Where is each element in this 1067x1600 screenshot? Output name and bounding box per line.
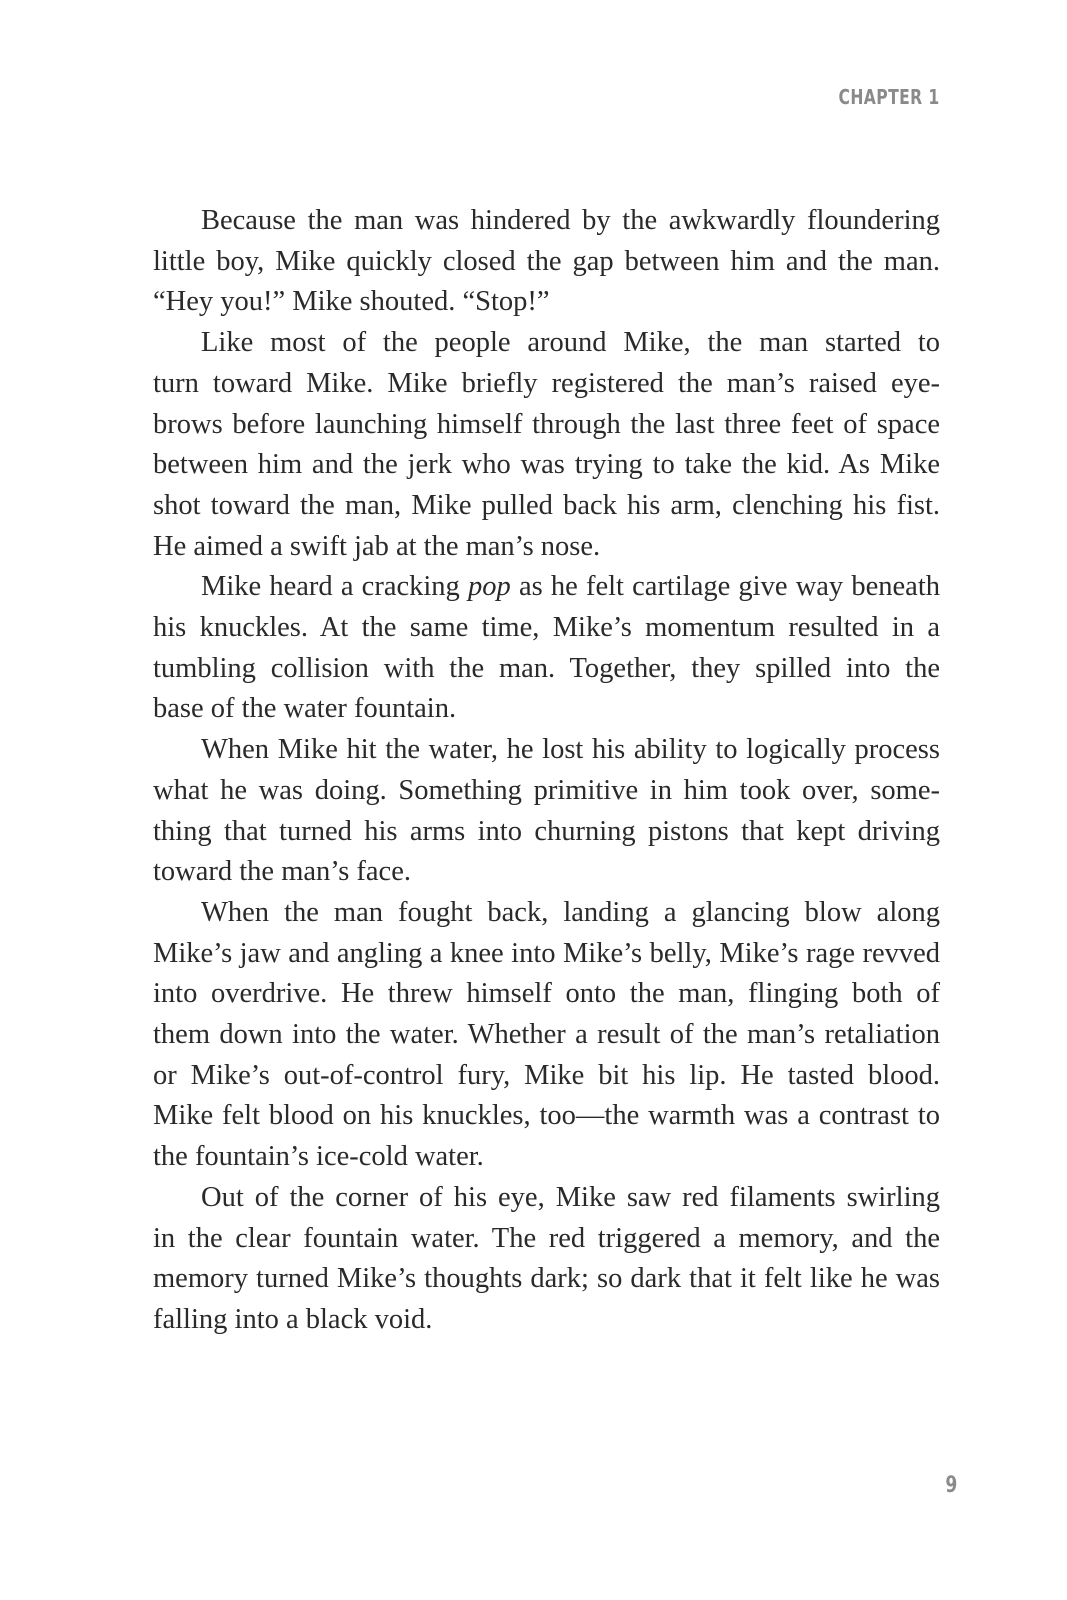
text-line: tumbling collision with the man. Together, they spilled into the [153, 652, 940, 684]
text-line: Because the man was hindered by the awkwardly floundering [201, 205, 940, 236]
text-line: When the man fought back, landing a glancing blow along [201, 896, 940, 928]
text-line [153, 567, 940, 608]
text-line: shot toward the man, Mike pulled back his arm, clenching his fist. [153, 489, 940, 521]
text-line: little boy, Mike quickly closed the gap between him and the man. [153, 245, 940, 277]
paragraph [153, 567, 940, 730]
text-line: what he was doing. Something primitive in him took over, some- [153, 774, 940, 806]
text-line: base of the water fountain. [153, 693, 457, 725]
text-line: turn toward Mike. Mike briefly registered the man’s raised eye- [153, 367, 940, 399]
running-head: CHAPTER 1 [838, 85, 940, 109]
text-line: Mike felt blood on his knuckles, too—the warmth was a contrast to [153, 1100, 940, 1132]
text-line: the fountain’s ice-cold water. [153, 1141, 484, 1173]
text-line: Mike’s jaw and angling a knee into Mike’s belly, Mike’s rage revved [153, 937, 940, 969]
text-line: or Mike’s out-of-control fury, Mike bit his lip. He tasted blood. [153, 1059, 940, 1091]
text-line: memory turned Mike’s thoughts dark; so dark that it felt like he was [153, 1263, 940, 1295]
text-line: in the clear fountain water. The red triggered a memory, and the [153, 1222, 940, 1254]
italic-word: pop [468, 571, 511, 603]
paragraph [153, 323, 940, 567]
text-line: brows before launching himself through the last three feet of space [153, 408, 940, 440]
paragraph [153, 893, 940, 1178]
text-line: When Mike hit the water, he lost his ability to logically process [201, 734, 940, 766]
text-line: “Hey you!” Mike shouted. “Stop!” [153, 286, 550, 318]
text-line: his knuckles. At the same time, Mike’s momentum resulted in a [153, 612, 940, 644]
text-line: falling into a black void. [153, 1303, 433, 1335]
text-line: Out of the corner of his eye, Mike saw red filaments swirling [201, 1181, 940, 1213]
page-number: 9 [945, 1473, 957, 1498]
text-line: Like most of the people around Mike, the man started to [201, 327, 940, 359]
paragraph [153, 201, 940, 323]
body-text [153, 201, 940, 1341]
text-line: between him and the jerk who was trying to take the kid. As Mike [153, 449, 940, 481]
text-line: thing that turned his arms into churning pistons that kept driving [153, 815, 940, 847]
text-line: into overdrive. He threw himself onto the man, flinging both of [153, 978, 940, 1010]
paragraph [153, 1178, 940, 1341]
text-run: Mike heard a cracking [201, 571, 468, 603]
text-line: them down into the water. Whether a result of the man’s retaliation [153, 1019, 940, 1051]
text-line: He aimed a swift jab at the man’s nose. [153, 530, 601, 562]
text-line: toward the man’s face. [153, 856, 411, 888]
text-run: as he felt cartilage give way beneath [510, 571, 940, 603]
paragraph [153, 730, 940, 893]
